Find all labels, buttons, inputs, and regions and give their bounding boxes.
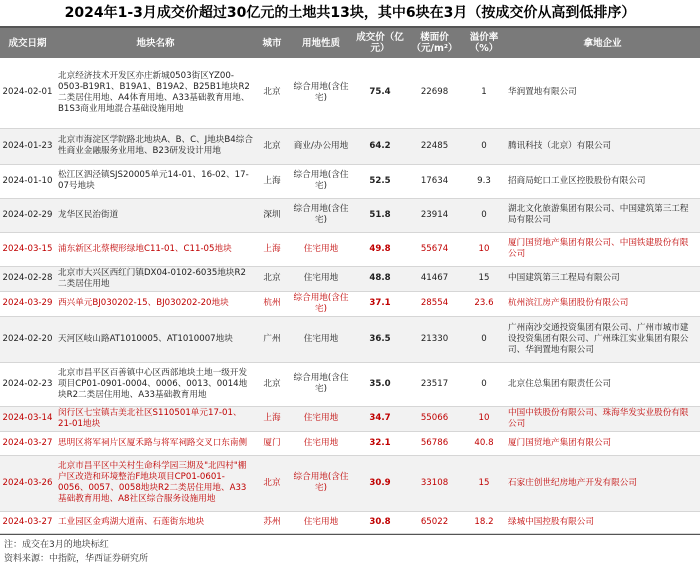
col-header-name: 地块名称 [136, 37, 175, 49]
cell-buyer: 中国建筑第三工程局有限公司 [508, 273, 620, 283]
cell-land-name: 北京市昌平区中关村生命科学园三期及"北四村"棚户区改造和环境整治F地块项目CP01-0601-0056、0057、0058地块R2二类居住用地、A33基础教育用地、A8社区综合服务设施用地 [58, 461, 247, 504]
cell-buyer: 中国中铁股份有限公司、珠海华发实业股份有限公司 [508, 407, 689, 429]
col-header-buyer: 拿地企业 [583, 37, 622, 49]
cell-land-use: 住宅用地 [303, 333, 339, 344]
cell-date: 2024-02-20 [2, 333, 53, 344]
cell-floor-price: 23517 [420, 378, 449, 389]
cell-premium: 0 [481, 209, 487, 220]
cell-date: 2024-03-29 [2, 298, 53, 308]
cell-premium: 1 [481, 87, 487, 98]
cell-buyer: 华润置地有限公司 [508, 87, 577, 98]
cell-premium: 15 [478, 477, 490, 488]
cell-price: 30.9 [369, 477, 391, 488]
cell-land-name: 松江区泗泾镇SJS20005单元14-01、16-02、17-07号地块 [58, 170, 249, 191]
cell-floor-price: 33108 [420, 477, 449, 488]
cell-floor-price: 22485 [420, 140, 449, 151]
cell-buyer: 厦门国贸地产集团有限公司 [508, 437, 612, 448]
table-body [0, 58, 700, 533]
cell-land-name: 闵行区七宝镇古美北社区S110501单元17-01、21-01地块 [58, 407, 242, 429]
cell-date: 2024-02-01 [2, 87, 53, 98]
cell-price: 35.0 [369, 378, 391, 389]
table-row [0, 291, 700, 316]
cell-premium: 40.8 [474, 437, 494, 448]
cell-price: 32.1 [369, 437, 391, 448]
cell-premium: 9.3 [477, 175, 491, 186]
cell-city: 北京 [263, 87, 281, 98]
cell-city: 深圳 [263, 209, 281, 220]
footnote-source: 资料来源：中指院，华西证券研究所 [4, 553, 149, 564]
cell-land-use: 住宅用地 [303, 437, 339, 448]
cell-floor-price: 23914 [420, 209, 449, 220]
cell-land-name: 龙华区民治街道 [58, 209, 119, 220]
table-row [0, 232, 700, 266]
cell-land-use: 住宅用地 [303, 413, 339, 423]
cell-city: 广州 [263, 333, 281, 344]
footnotes [0, 534, 700, 566]
cell-city: 上海 [263, 243, 281, 254]
table-row [0, 128, 700, 164]
table-row [0, 316, 700, 362]
cell-floor-price: 65022 [420, 516, 449, 527]
col-header-use: 用地性质 [301, 37, 340, 49]
cell-price: 64.2 [369, 140, 391, 151]
col-header-date: 成交日期 [8, 37, 47, 49]
col-header-price: 成交价（亿元） [356, 32, 404, 54]
cell-date: 2024-02-28 [2, 273, 53, 283]
cell-land-name: 天河区岐山路AT1010005、AT1010007地块 [58, 333, 233, 344]
cell-land-use: 综合用地(含住宅) [293, 204, 349, 225]
cell-buyer: 腾讯科技（北京）有限公司 [508, 140, 612, 151]
cell-land-use: 综合用地(含住宅) [293, 292, 349, 314]
cell-city: 上海 [263, 413, 281, 423]
cell-buyer: 厦门国贸地产集团有限公司、中国铁建股份有限公司 [508, 238, 689, 259]
cell-date: 2024-02-23 [2, 378, 53, 389]
cell-land-name: 思明区将军祠片区厦禾路与将军祠路交叉口东南侧 [58, 437, 248, 448]
cell-premium: 15 [478, 273, 490, 283]
cell-premium: 18.2 [474, 516, 494, 527]
cell-price: 52.5 [369, 175, 391, 186]
cell-city: 北京 [263, 477, 281, 488]
cell-premium: 0 [481, 333, 487, 344]
cell-floor-price: 17634 [420, 175, 449, 186]
cell-price: 48.8 [369, 273, 391, 283]
cell-date: 2024-03-26 [2, 477, 53, 488]
cell-price: 37.1 [369, 298, 391, 308]
footnote-highlight: 注：成交在3月的地块标红 [4, 539, 109, 550]
cell-city: 北京 [263, 140, 281, 151]
cell-premium: 0 [481, 140, 487, 151]
cell-date: 2024-03-14 [2, 413, 53, 423]
table-row [0, 511, 700, 533]
cell-floor-price: 22698 [420, 87, 449, 98]
cell-buyer: 石家庄创世纪房地产开发有限公司 [508, 477, 637, 488]
table-row [0, 362, 700, 406]
cell-price: 30.8 [369, 516, 391, 527]
table-row [0, 431, 700, 455]
cell-floor-price: 55674 [420, 243, 449, 254]
cell-price: 34.7 [369, 413, 391, 423]
col-header-floor-price: 楼面价（元/m²） [411, 32, 458, 54]
cell-land-use: 综合用地(含住宅) [293, 81, 349, 103]
cell-buyer: 绿城中国控股有限公司 [508, 516, 594, 527]
cell-land-use: 住宅用地 [303, 243, 339, 254]
cell-floor-price: 56786 [420, 437, 449, 448]
cell-city: 北京 [263, 378, 281, 389]
cell-date: 2024-03-27 [2, 437, 53, 448]
cell-land-use: 综合用地(含住宅) [293, 472, 349, 493]
cell-land-name: 浦东新区北蔡楔形绿地C11-01、C11-05地块 [58, 243, 232, 254]
cell-city: 北京 [263, 273, 281, 283]
page-title: 2024年1-3月成交价超过30亿元的土地共13块，其中6块在3月（按成交价从高到低排序） [0, 0, 700, 28]
cell-floor-price: 41467 [420, 273, 449, 283]
cell-land-use: 住宅用地 [303, 516, 339, 527]
cell-city: 苏州 [263, 516, 281, 527]
cell-date: 2024-02-29 [2, 209, 53, 220]
cell-city: 厦门 [263, 437, 281, 448]
cell-land-name: 北京市大兴区西红门镇DX04-0102-6035地块R2二类居住用地 [58, 267, 246, 289]
cell-floor-price: 55066 [420, 413, 449, 423]
cell-date: 2024-01-23 [2, 140, 53, 151]
cell-land-use: 综合用地(含住宅) [293, 373, 349, 394]
cell-buyer: 广州南沙交通投资集团有限公司、广州市城市建设投资集团有限公司、广州珠江实业集团有限公司、华润置地有限公司 [508, 322, 689, 355]
cell-premium: 10 [478, 243, 490, 254]
cell-date: 2024-03-15 [2, 243, 53, 254]
cell-land-name: 西兴单元BJ030202-15、BJ030202-20地块 [58, 298, 229, 308]
cell-buyer: 招商局蛇口工业区控股股份有限公司 [508, 175, 646, 186]
cell-land-name: 北京经济技术开发区亦庄新城0503街区YZ00-0503-B19R1、B19A1、B19A2、B25B1地块R2二类居住用地、A4体育用地、A33基础教育用地、B1S3商业用地混合基础设施用地 [58, 70, 250, 114]
cell-price: 36.5 [369, 333, 391, 344]
cell-city: 上海 [263, 175, 281, 186]
cell-floor-price: 21330 [420, 333, 449, 344]
col-header-premium: 溢价率（%） [469, 32, 499, 54]
cell-buyer: 湖北文化旅游集团有限公司、中国建筑第三工程局有限公司 [508, 204, 689, 225]
cell-land-use: 综合用地(含住宅) [293, 170, 349, 191]
table-row [0, 406, 700, 431]
cell-land-use: 商业/办公用地 [293, 140, 349, 151]
cell-land-name: 北京市海淀区学院路北地块A、B、C、J地块B4综合性商业金融服务业用地、B23研发设计用地 [58, 135, 253, 156]
cell-price: 75.4 [369, 87, 391, 98]
table-header-row [0, 28, 700, 58]
table-row [0, 455, 700, 511]
cell-land-name: 工业园区金鸡湖大道南、石莲街东地块 [58, 516, 205, 527]
cell-premium: 10 [478, 413, 490, 423]
land-deals-table [0, 28, 700, 534]
cell-city: 杭州 [263, 298, 281, 308]
table-row [0, 266, 700, 291]
col-header-city: 城市 [262, 37, 282, 49]
table-row [0, 164, 700, 198]
table-row [0, 58, 700, 128]
table-row [0, 198, 700, 232]
cell-price: 51.8 [369, 209, 391, 220]
cell-premium: 23.6 [474, 298, 494, 308]
cell-date: 2024-01-10 [2, 175, 53, 186]
cell-date: 2024-03-27 [2, 516, 53, 527]
cell-premium: 0 [481, 378, 487, 389]
cell-land-name: 北京市昌平区百善镇中心区西部地块土地一级开发项目CP01-0901-0004、0006、0013、0014地块R2二类居住用地、A33基础教育用地 [58, 367, 248, 400]
cell-price: 49.8 [369, 243, 391, 254]
cell-land-use: 住宅用地 [303, 273, 339, 283]
cell-floor-price: 28554 [420, 298, 449, 308]
cell-buyer: 杭州滨江房产集团股份有限公司 [508, 298, 629, 308]
cell-buyer: 北京住总集团有限责任公司 [508, 378, 612, 389]
